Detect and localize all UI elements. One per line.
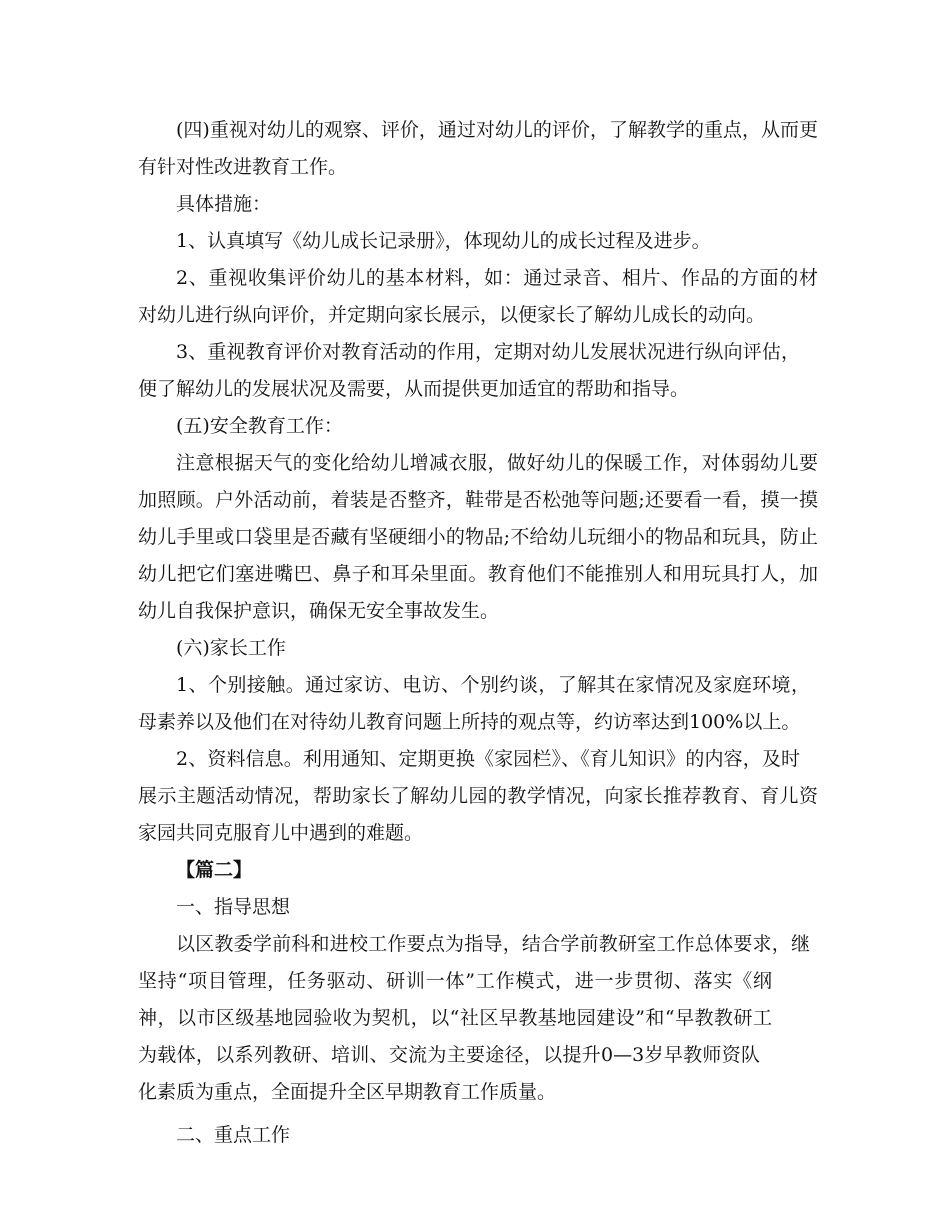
list-item: 1、个别接触。通过家访、电访、个别约谈，了解其在家情况及家庭环境， [176,674,810,696]
paragraph-line: 神，以市区级基地园验收为契机，以“社区早教基地园建设”和“早教教研工 [138,1007,772,1029]
section-heading: 一、指导思想 [176,896,291,918]
paragraph-line: 对幼儿进行纵向评价，并定期向家长展示，以便家长了解幼儿成长的动向。 [138,304,766,326]
paragraph-line: 展示主题活动情况，帮助家长了解幼儿园的教学情况，向家长推荐教育、育儿资 [138,785,818,807]
list-item: 2、资料信息。利用通知、定期更换《家园栏》、《育儿知识》的内容，及时 [176,748,800,770]
paragraph-line: 以区教委学前科和进校工作要点为指导，结合学前教研室工作总体要求，继 [176,933,810,955]
paragraph-line: (四)重视对幼儿的观察、评价，通过对幼儿的评价，了解教学的重点，从而更 [176,119,818,141]
section-heading: 二、重点工作 [176,1124,291,1146]
section-heading: (六)家长工作 [176,637,286,659]
list-item: 2、重视收集评价幼儿的基本材料，如：通过录音、相片、作品的方面的材 [176,267,818,289]
list-item: 1、认真填写《幼儿成长记录册》，体现幼儿的成长过程及进步。 [176,230,711,252]
part-heading: 【篇二】 [176,859,253,881]
paragraph-line: 坚持“项目管理，任务驱动、研训一体”工作模式，进一步贯彻、落实《纲 [138,970,772,992]
document-body [138,117,818,1149]
section-heading: (五)安全教育工作： [176,415,343,437]
paragraph-line: 家园共同克服育儿中遇到的难题。 [138,822,424,844]
paragraph-line: 有针对性改进教育工作。 [138,156,348,178]
paragraph-line: 为载体，以系列教研、培训、交流为主要途径，以提升0—3岁早教师资队 [138,1044,760,1066]
list-item: 3、重视教育评价对教育活动的作用，定期对幼儿发展状况进行纵向评估， [176,341,800,363]
paragraph-line: 便了解幼儿的发展状况及需要，从而提供更加适宜的帮助和指导。 [138,378,690,400]
paragraph-line: 化素质为重点，全面提升全区早期教育工作质量。 [138,1081,557,1103]
paragraph-line: 幼儿手里或口袋里是否藏有坚硬细小的物品;不给幼儿玩细小的物品和玩具，防止 [138,526,818,548]
paragraph-line: 加照顾。户外活动前，着装是否整齐，鞋带是否松弛等问题;还要看一看，摸一摸 [138,489,818,511]
paragraph-line: 幼儿自我保护意识，确保无安全事故发生。 [138,600,500,622]
paragraph-line: 具体措施： [176,193,272,215]
paragraph-line: 注意根据天气的变化给幼儿增减衣服，做好幼儿的保暖工作，对体弱幼儿要 [176,452,818,474]
paragraph-line: 幼儿把它们塞进嘴巴、鼻子和耳朵里面。教育他们不能推别人和用玩具打人，加 [138,563,818,585]
paragraph-line: 母素养以及他们在对待幼儿教育问题上所持的观点等，约访率达到100%以上。 [138,711,801,733]
